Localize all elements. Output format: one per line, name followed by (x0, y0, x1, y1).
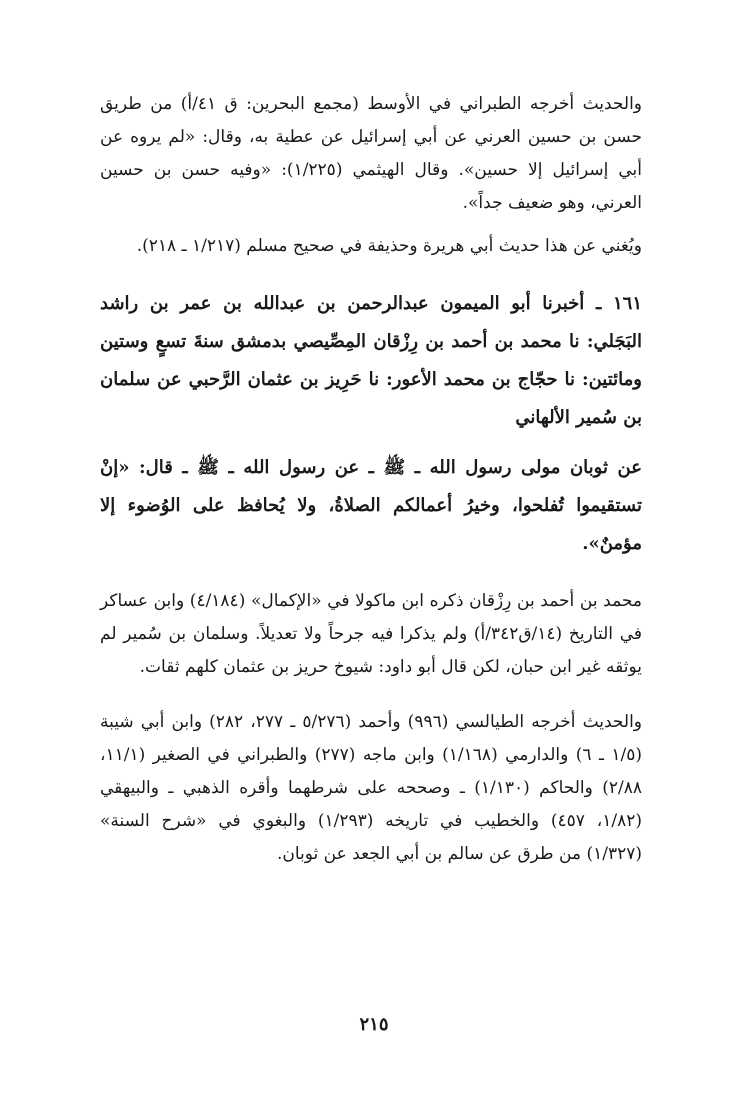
page-body (100, 88, 642, 871)
takhrij-paragraph-2: والحديث أخرجه الطيالسي (٩٩٦) وأحمد (٥/٢٧٦ ـ ٢٧٧، ٢٨٢) وابن أبي شيبة (١/٥ ـ ٦) والدارمي (١/١٦٨) وابن ماجه (٢٧٧) والطبراني في الصغير (١١/١، ٢/٨٨) والحاكم (١/١٣٠) ـ وصححه على شرطهما وأقره الذهبي ـ والبيهقي (١/٨٢، ٤٥٧) والخطيب في تاريخه (١/٢٩٣) والبغوي في «شرح السنة» (١/٣٢٧) من طرق عن سالم بن أبي الجعد عن ثوبان. (100, 712, 643, 864)
narrator-notes-paragraph: محمد بن أحمد بن رِزْقان ذكره ابن ماكولا في «الإكمال» (٤/١٨٤) وابن عساكر في التاريخ (١٤/ق٣٤٢/أ) ولم يذكرا فيه جرحاً ولا تعديلاً. وسلمان بن سُمير لم يوثقه غير ابن حبان، لكن قال أبو داود: شيوخ حريز بن عثمان كلهم ثقات. (100, 591, 643, 677)
supporting-note-paragraph: ويُغني عن هذا حديث أبي هريرة وحذيفة في صحيح مسلم (١/٢١٧ ـ ٢١٨). (136, 236, 642, 256)
page-number: ٢١٥ (359, 1014, 389, 1035)
hadith-161-matn: عن ثوبان مولى رسول الله ـ ﷺ ـ عن رسول الله ـ ﷺ ـ قال: «إنْ تستقيموا تُفلحوا، وخيرُ أعمالكم الصلاةُ، ولا يُحافظ على الوُضوء إلا مؤمنٌ». (100, 457, 642, 554)
hadith-161-isnad: ١٦١ ـ أخبرنا أبو الميمون عبدالرحمن بن عبدالله بن عمر بن راشد البَجَلي: نا محمد بن أحمد بن رِزْقان المِصِّيصي بدمشق سنةَ تسعٍ وستين ومائتين: نا حجّاج بن محمد الأعور: نا حَرِيز بن عثمان الرَّحبي عن سلمان بن سُمير الألهاني (100, 293, 642, 428)
takhrij-paragraph-1: والحديث أخرجه الطبراني في الأوسط (مجمع البحرين: ق ٤١/أ) من طريق حسن بن حسين العرني عن أبي إسرائيل عن عطية به، وقال: «لم يروه عن أبي إسرائيل إلا حسين». وقال الهيثمي (١/٢٢٥): «وفيه حسن بن حسين العرني، وهو ضعيف جداً». (100, 94, 643, 213)
